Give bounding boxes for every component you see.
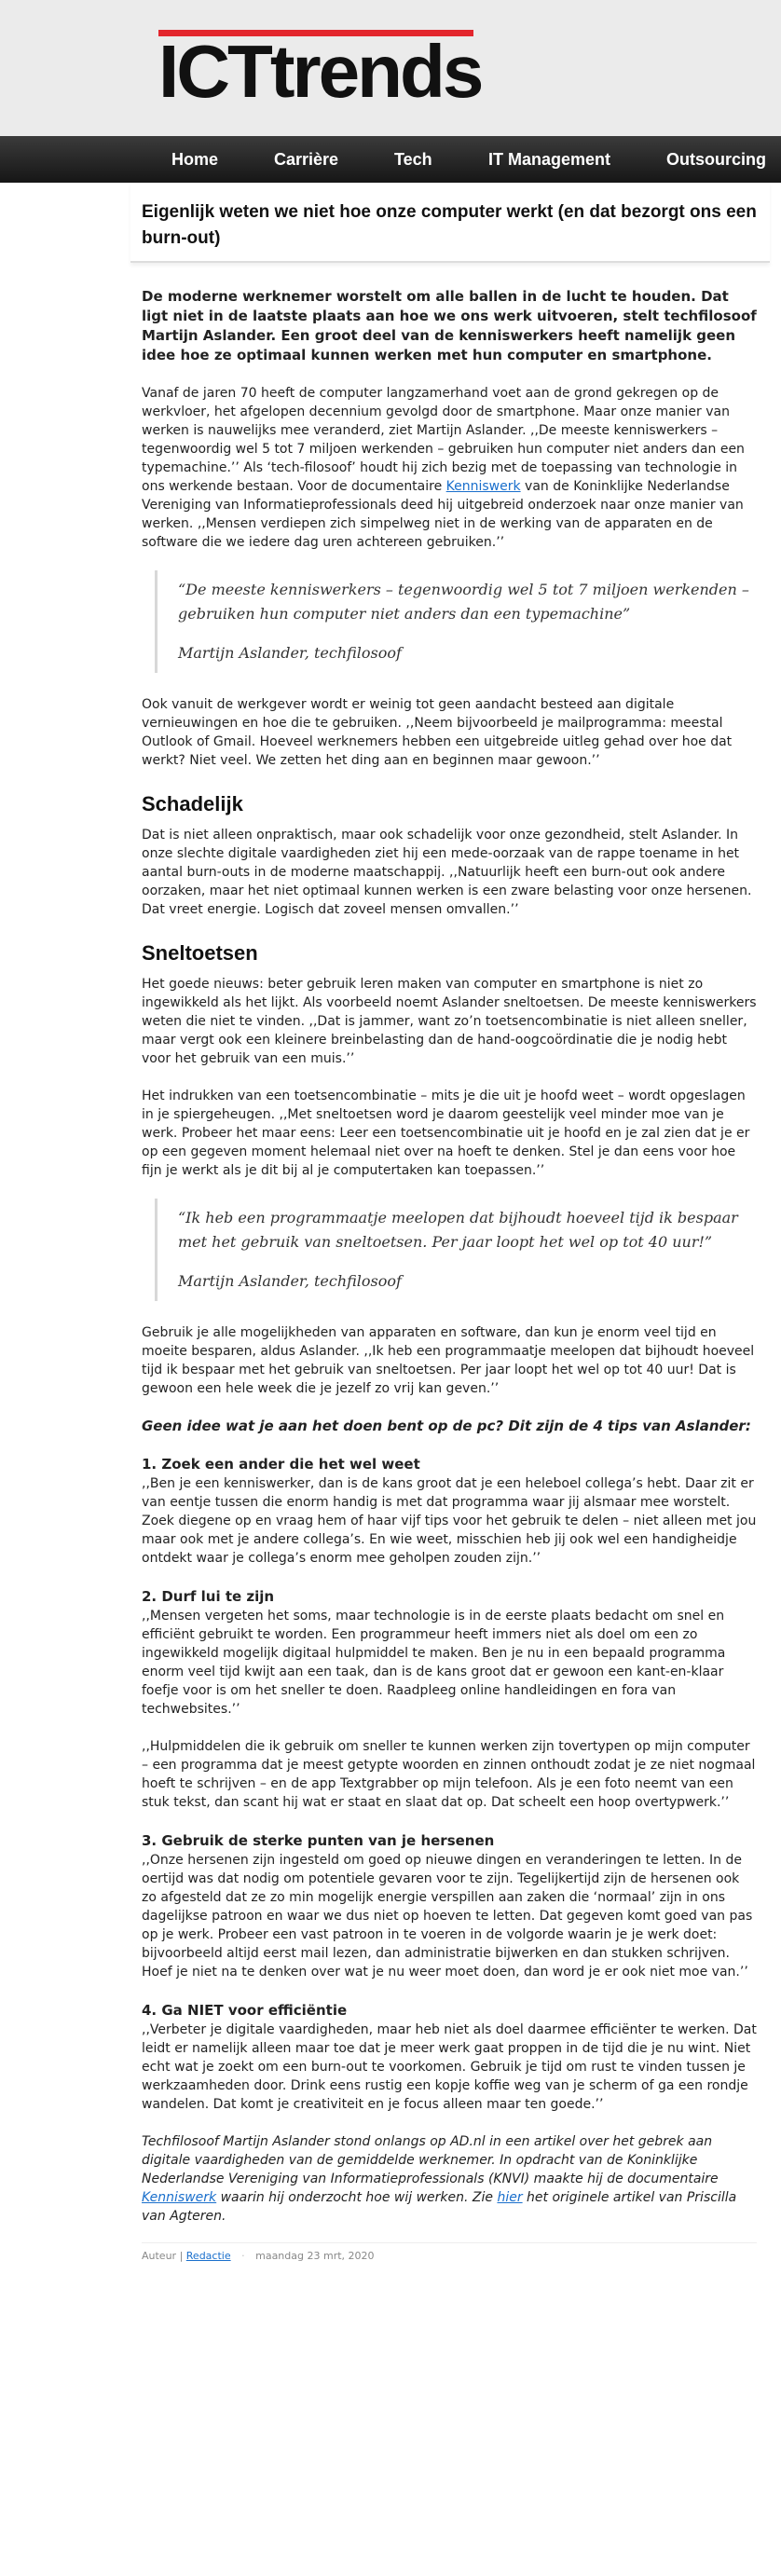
logo-text: ICTtrends — [158, 30, 482, 113]
pull-quote — [155, 1199, 757, 1301]
paragraph: Het goede nieuws: beter gebruik leren maken van computer en smartphone is niet zo ingewikkeld als het lijkt. Als voorbeeld noemt Aslander sneltoetsen. De meeste kenniswerkers weten die niet te vinden. ,,Dat is jammer, want zo’n toetsencombinatie is niet alleen sneller, maar vergt ook een kleinere breinbelasting dan de hand-oogcoördinatie die je nodig hebt voor het gebruik van een muis.’’ — [142, 977, 757, 1066]
tip-1 — [142, 1454, 757, 1568]
tip-4 — [142, 2000, 757, 2114]
tip-paragraph: ,,Mensen vergeten het soms, maar technologie is in de eerste plaats bedacht om snel en efficiënt gebruikt te worden. Een programmeur heeft immers niet als doel om een zo ingewikkeld mogelijk digitaal hulpmiddel te maken. Ben je nu in een bepaald programma enorm veel tijd kwijt aan een taak, dan is de kans groot dat er gewoon een kant-en-klaar foefje voor is om het sneller te doen. Raadpleeg online handleidingen en fora van techwebsites.’’ — [142, 1609, 726, 1717]
author-label: Auteur | — [142, 2250, 184, 2262]
tip-heading: 3. Gebruik de sterke punten van je hersenen — [142, 1832, 495, 1849]
page-title: Eigenlijk weten we niet hoe onze computer werkt (en dat bezorgt ons een burn-out) — [142, 202, 757, 248]
nav-item-it-management[interactable]: IT Management — [488, 150, 611, 169]
nav-item-carriere[interactable]: Carrière — [274, 150, 339, 169]
article-meta — [142, 2242, 757, 2266]
quote-text: “De meeste kenniswerkers – tegenwoordig wel 5 tot 7 miljoen werkenden – gebruiken hun computer niet anders dan een typemachine” — [178, 581, 749, 623]
article-lead: De moderne werknemer worstelt om alle ballen in de lucht te houden. Dat ligt niet in de laatste plaats aan hoe we ons werk uitvoeren, stelt techfilosoof Martijn Aslander. Een groot deel van de kenniswerkers heeft namelijk geen idee hoe ze optimaal kunnen werken met hun computer en smartphone. — [142, 288, 757, 363]
kenniswerk-link[interactable]: Kenniswerk — [142, 2190, 217, 2205]
paragraph: Gebruik je alle mogelijkheden van apparaten en software, dan kun je enorm veel tijd en moeite besparen, aldus Aslander. ,,Ik heb een programmaatje meelopen dat bijhoudt hoeveel tijd ik bespaar met het gebruik van sneltoetsen. Per jaar loopt het wel op tot 40 uur! Dat is gewoon een hele week die je jezelf zo vrij kan geven.’’ — [142, 1325, 755, 1396]
paragraph — [142, 384, 757, 552]
paragraph-text: Vanaf de jaren 70 heeft de computer langzamerhand voet aan de grond gekregen op de werkvloer, het afgelopen decennium gevolgd door de smartphone. Maar onze manier van werken is nauwelijks mee veranderd, ziet Martijn Aslander. ,,De meeste kenniswerkers – tegenwoordig wel 5 tot 7 miljoen werkenden – gebruiken hun computer niet anders dan een typemachine.’’ Als ‘tech-filosoof’ houdt hij zich bezig met de toepassing van technologie in ons werkende bestaan. Voor de documentaire — [142, 386, 745, 494]
quote-author: Martijn Aslander, techfilosoof — [178, 1272, 402, 1290]
paragraph: Ook vanuit de werkgever wordt er weinig tot geen aandacht besteed aan digitale vernieuwingen en hoe die te gebruiken. ,,Neem bijvoorbeeld je mailprogramma: meestal Outlook of Gmail. Hoeveel werknemers hebben een uitgebreide uitleg gehad over hoe dat werkt? Niet veel. We zetten het ding aan en beginnen maar gewoon.’’ — [142, 697, 733, 768]
nav-item-tech[interactable]: Tech — [394, 150, 432, 169]
footer-note-text: waarin hij onderzocht hoe wij werken. Zie — [216, 2190, 498, 2205]
author-link[interactable]: Redactie — [185, 2250, 231, 2262]
tip-2 — [142, 1586, 757, 1812]
main-nav — [0, 136, 781, 183]
nav-item-home[interactable]: Home — [171, 150, 219, 169]
tip-paragraph: ,,Onze hersenen zijn ingesteld om goed op nieuwe dingen en veranderingen te letten. In de oertijd was dat nodig om potentiele gevaren voor te zijn. Tegelijkertijd zijn de hersenen ook zo afgesteld dat ze zo min mogelijk energie verspillen aan zaken die ‘normaal’ zijn in ons dagelijkse patroon en waar we dus niet op hoeven te letten. Dat gegeven komt goed van pas op je werk. Probeer een vast patroon in te voeren in de volgorde waarin je je werk doet: bijvoorbeeld altijd eerst mail lezen, dan administratie bijwerken en dan stukken schrijven. Hoef je niet na te denken over wat je nu weer moet doen, dan word je er ook niet moe van.’’ — [142, 1853, 753, 1980]
paragraph: Dat is niet alleen onpraktisch, maar ook schadelijk voor onze gezondheid, stelt Aslander. In onze slechte digitale vaardigheden ziet hij een mede-oorzaak van de rappe toename in het aantal burn-outs in de moderne maatschappij. ,,Natuurlijk heeft een burn-out ook andere oorzaken, maar het niet optimaal kunnen werken is een zware belasting voor onze hersenen. Dat vreet energie. Logisch dat zoveel mensen omvallen.’’ — [142, 828, 752, 917]
tip-heading: 1. Zoek een ander die het wel weet — [142, 1456, 420, 1473]
nav-item-outsourcing[interactable]: Outsourcing — [666, 150, 766, 169]
footer-note-text: Techfilosoof Martijn Aslander stond onlangs op AD.nl in een artikel over het gebrek aan digitale vaardigheden van de gemiddelde werknemer. In opdracht van de Koninklijke Nederlandse Vereniging van Informatieprofessionals (KNVI) maakte hij de documentaire — [142, 2134, 719, 2186]
tip-heading: 2. Durf lui te zijn — [142, 1588, 275, 1605]
paragraph-text: van de Koninklijke Nederlandse Vereniging van Informatieprofessionals deed hij uitgebreid onderzoek naar onze manier van werken. ,,Mensen verdiepen zich simpelweg niet in de werking van de apparaten en de software die we iedere dag uren achtereen gebruiken.’’ — [142, 479, 744, 550]
title-box — [130, 183, 770, 263]
publish-date: maandag 23 mrt, 2020 — [255, 2250, 375, 2262]
pull-quote — [155, 570, 757, 673]
article-body — [142, 287, 757, 2266]
paragraph: Het indrukken van een toetsencombinatie – mits je die uit je hoofd weet – wordt opgeslagen in je spiergeheugen. ,,Met sneltoetsen word je daarom geestelijk veel minder moe van je werk. Probeer het maar eens: Leer een toetsencombinatie uit je hoofd en je zal zien dat je er op een gegeven moment helemaal niet over na hoeft te denken. Stel je dan eens voor hoe fijn je werkt als je dit bij al je computertaken kan toepassen.’’ — [142, 1089, 750, 1178]
tip-paragraph: ,,Ben je een kenniswerker, dan is de kans groot dat je een heleboel collega’s hebt. Daar zit er van eentje tussen die enorm handig is met dat programma waar jij alsmaar mee worstelt. Zoek diegene op en vraag hem of haar vijf tips voor het gebruik te delen – niet alleen met jou maar ook met je andere collega’s. En wie weet, misschien heb jij ook wel een handigheidje ontdekt waar je collega’s enorm mee geholpen zouden zijn.’’ — [142, 1476, 757, 1566]
section-heading-schadelijk: Schadelijk — [142, 792, 243, 815]
tip-paragraph: ,,Hulpmiddelen die ik gebruik om sneller te kunnen werken zijn tovertypen op mijn computer – een programma dat je meest getypte woorden en zinnen onthoudt zodat je ze niet nogmaal hoeft te schrijven – en de app Textgrabber op mijn telefoon. Als je een foto neemt van een stuk tekst, dan scant hij wat er staat en slaat dat op. Dat scheelt een hoop overtypwerk.’’ — [142, 1739, 756, 1810]
quote-text: “Ik heb een programmaatje meelopen dat bijhoudt hoeveel tijd ik bespaar met het gebruik van sneltoetsen. Per jaar loopt het wel op tot 40 uur!” — [178, 1209, 738, 1251]
quote-author: Martijn Aslander, techfilosoof — [178, 644, 402, 662]
site-header — [0, 0, 781, 136]
tips-intro: Geen idee wat je aan het doen bent op de pc? Dit zijn de 4 tips van Aslander: — [142, 1418, 751, 1434]
meta-separator: · — [241, 2250, 245, 2262]
article-footer-note — [142, 2132, 757, 2226]
tip-paragraph: ,,Verbeter je digitale vaardigheden, maar heb niet als doel daarmee efficiënter te werken. Dat leidt er namelijk alleen maar toe dat je meer werk gaat proppen in de tijd die je nu wint. Niet echt wat je zoekt om een burn-out te voorkomen. Gebruik je tijd om rust te vinden tussen je werkzaamheden door. Drink eens rustig een kopje koffie weg van je scherm of ga een rondje wandelen. Dat komt je creativiteit en je focus alleen maar ten goede.’’ — [142, 2022, 757, 2112]
section-heading-sneltoetsen: Sneltoetsen — [142, 941, 258, 965]
tip-heading: 4. Ga NIET voor efficiëntie — [142, 2002, 348, 2019]
kenniswerk-link[interactable]: Kenniswerk — [445, 479, 521, 494]
tip-3 — [142, 1830, 757, 1981]
footer-note-text: het originele artikel van Priscilla van Agteren. — [142, 2190, 737, 2224]
original-article-link[interactable]: hier — [497, 2190, 523, 2205]
